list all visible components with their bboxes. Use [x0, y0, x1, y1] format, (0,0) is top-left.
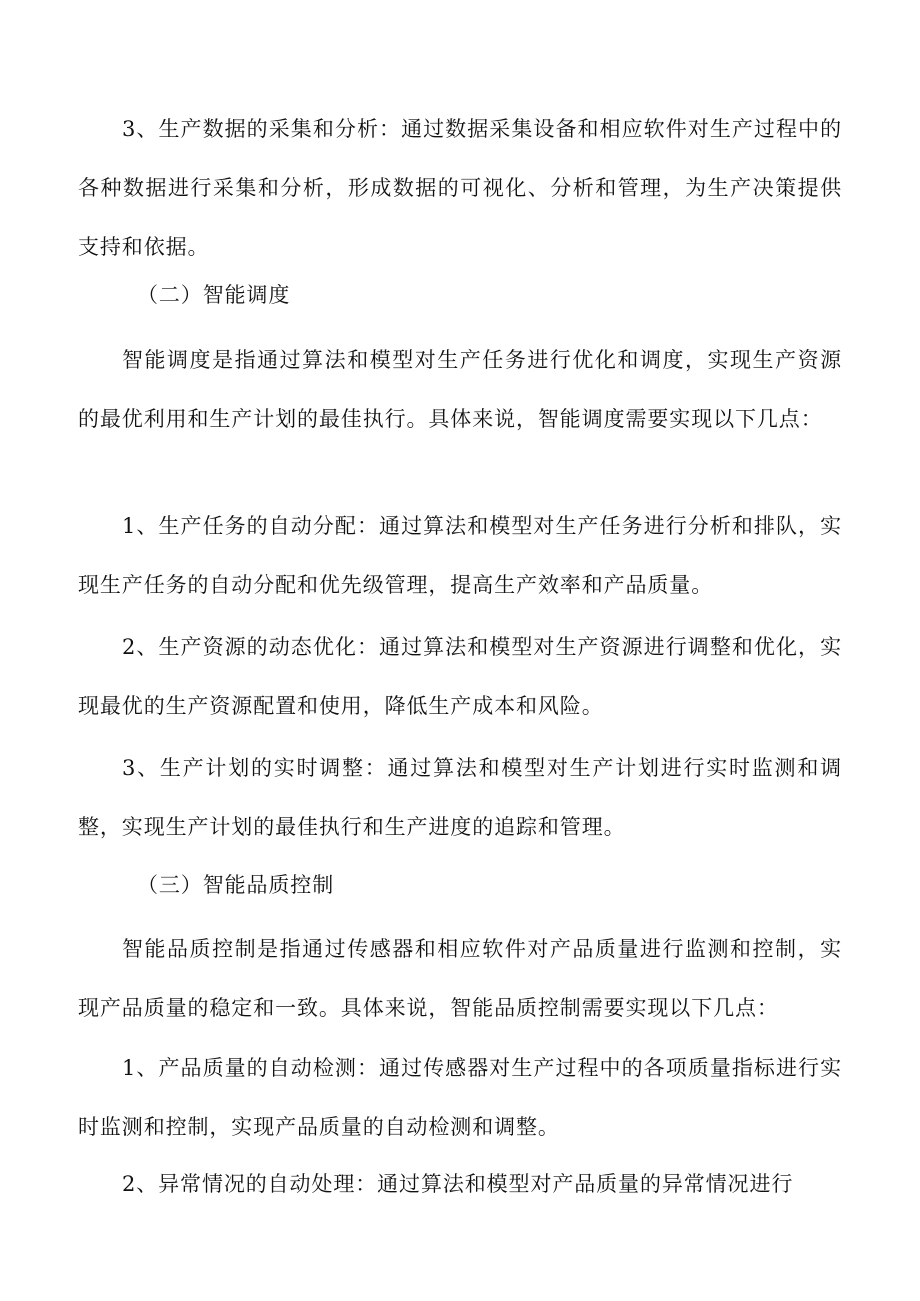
paragraph-production-data-collection: 3、生产数据的采集和分析：通过数据采集设备和相应软件对生产过程中的各种数据进行采集和分析，形成数据的可视化、分析和管理，为生产决策提供支持和依据。	[78, 117, 842, 259]
paragraph-anomaly-auto-handling: 2、异常情况的自动处理：通过算法和模型对产品质量的异常情况进行	[122, 1172, 794, 1196]
section-heading-smart-scheduling: （二）智能调度	[137, 283, 291, 307]
paragraph-smart-scheduling-intro: 智能调度是指通过算法和模型对生产任务进行优化和调度，实现生产资源的最优利用和生产计划的最佳执行。具体来说，智能调度需要实现以下几点：	[78, 348, 842, 431]
paragraph-resource-dynamic-optimization: 2、生产资源的动态优化：通过算法和模型对生产资源进行调整和优化，实现最优的生产资源配置和使用，降低生产成本和风险。	[78, 635, 842, 718]
paragraph-quality-control-intro: 智能品质控制是指通过传感器和相应软件对产品质量进行监测和控制，实现产品质量的稳定和一致。具体来说，智能品质控制需要实现以下几点：	[78, 937, 842, 1020]
section-heading-smart-quality-control: （三）智能品质控制	[137, 873, 335, 897]
paragraph-plan-realtime-adjustment: 3、生产计划的实时调整：通过算法和模型对生产计划进行实时监测和调整，实现生产计划的最佳执行和生产进度的追踪和管理。	[78, 756, 842, 839]
paragraph-quality-auto-inspection: 1、产品质量的自动检测：通过传感器对生产过程中的各项质量指标进行实时监测和控制，实现产品质量的自动检测和调整。	[78, 1056, 842, 1139]
paragraph-task-auto-assignment: 1、生产任务的自动分配：通过算法和模型对生产任务进行分析和排队，实现生产任务的自动分配和优先级管理，提高生产效率和产品质量。	[78, 514, 842, 597]
